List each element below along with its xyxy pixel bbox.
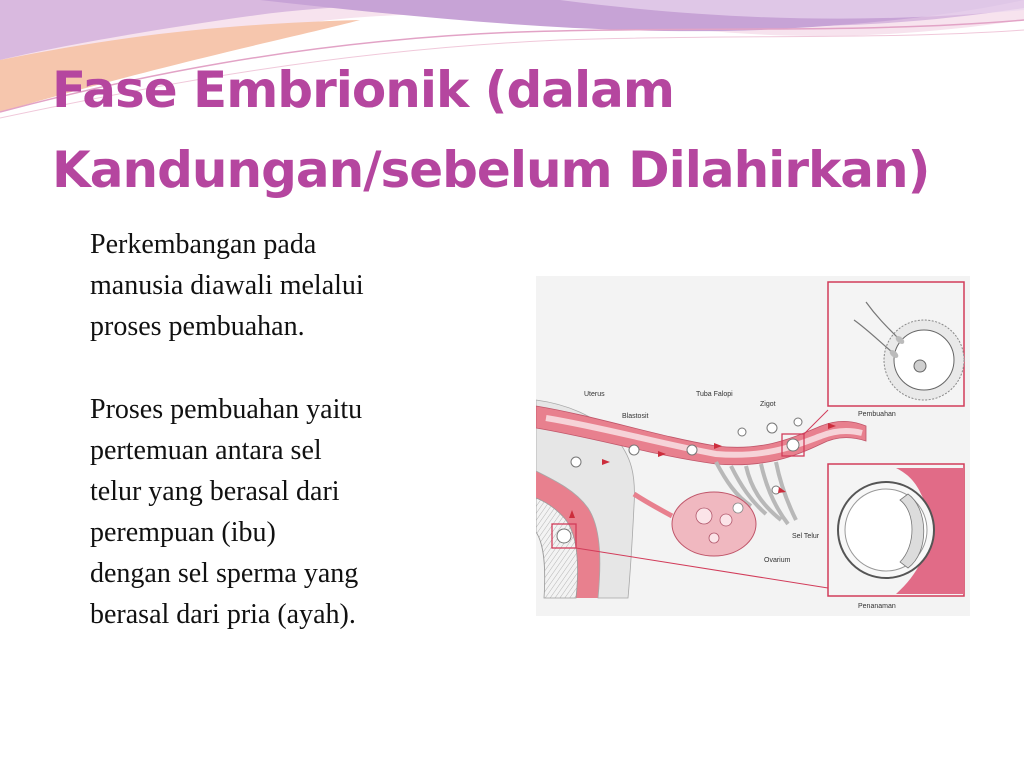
paragraph-1 <box>90 224 470 347</box>
fertilization-diagram <box>536 276 970 616</box>
p2-line: dengan sel sperma yang <box>90 558 359 589</box>
paragraph-2 <box>90 389 470 635</box>
label-pembuahan: Pembuahan <box>858 411 896 418</box>
label-penanaman: Penanaman <box>858 603 896 610</box>
p2-line: telur yang berasal dari <box>90 476 340 507</box>
title-line-1: Fase Embrionik (dalam <box>52 61 674 119</box>
p2-line: pertemuan antara sel <box>90 435 322 466</box>
p2-line: berasal dari pria (ayah). <box>90 599 356 630</box>
p1-line: Perkembangan pada <box>90 229 317 260</box>
ovary-ligament <box>634 494 672 516</box>
label-uterus: Uterus <box>584 391 605 398</box>
p1-line: manusia diawali melalui <box>90 270 364 301</box>
p2-line: Proses pembuahan yaitu <box>90 394 363 425</box>
slide-title <box>52 50 1012 210</box>
diagram-svg <box>536 276 970 616</box>
p2-line: perempuan (ibu) <box>90 517 276 548</box>
ovary <box>672 492 756 556</box>
p1-line: proses pembuahan. <box>90 311 305 342</box>
label-ovarium: Ovarium <box>764 557 791 564</box>
label-zigot: Zigot <box>760 401 776 408</box>
body-text <box>90 224 470 677</box>
label-blastosit: Blastosit <box>622 413 649 420</box>
title-line-2: Kandungan/sebelum Dilahirkan) <box>52 141 930 199</box>
label-tuba-falopi: Tuba Falopi <box>696 391 733 398</box>
label-sel-telur: Sel Telur <box>792 533 820 540</box>
